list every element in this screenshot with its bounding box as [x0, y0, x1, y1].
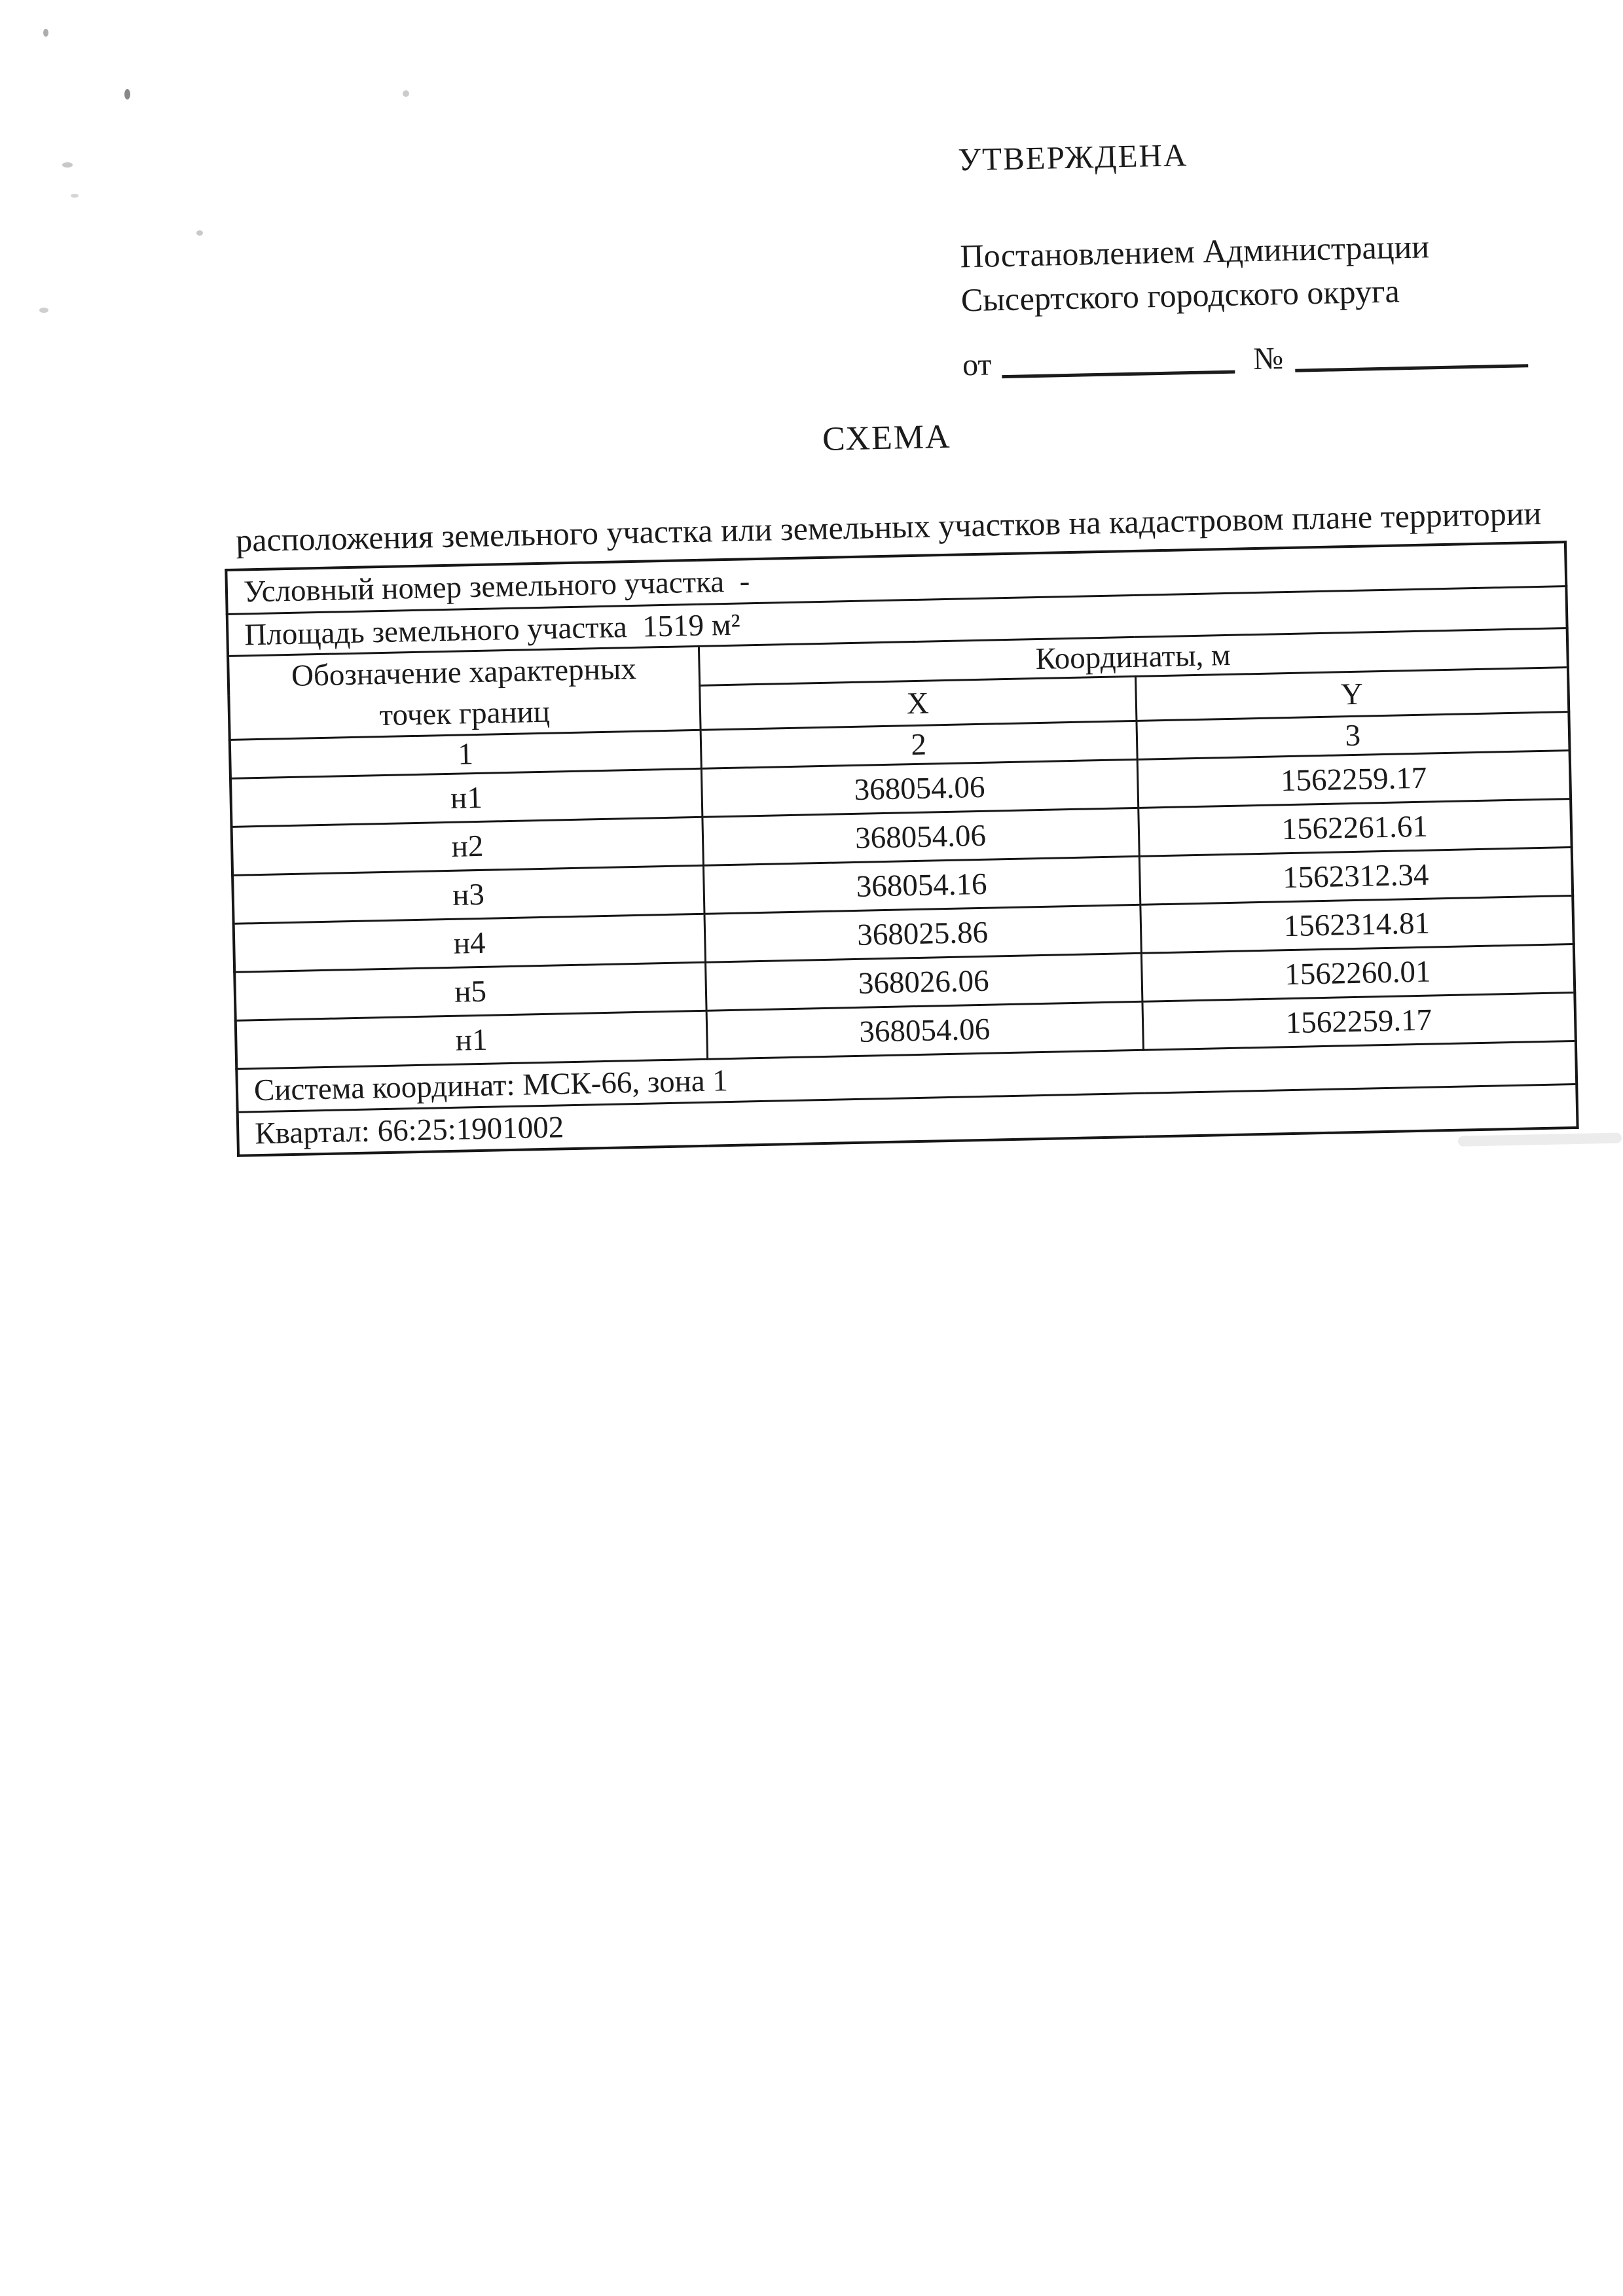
y-cell: 1562261.61 [1138, 799, 1571, 857]
schema-title: СХЕМА [822, 418, 952, 458]
schema-subtitle: расположения земельного участка или земельных участков на кадастровом плане территории [235, 494, 1542, 559]
designation-header-cell: Обозначение характерных точек границ [228, 646, 701, 740]
approval-title: УТВЕРЖДЕНА [957, 137, 1188, 178]
x-cell: 368026.06 [705, 953, 1142, 1011]
x-cell: 368054.06 [701, 759, 1138, 817]
point-cell: н4 [234, 914, 705, 972]
approval-date-number-line [962, 334, 1565, 383]
point-cell: н2 [232, 817, 703, 875]
y-header-cell: Y [1135, 668, 1569, 721]
coordinates-header-cell: Координаты, м [699, 628, 1568, 686]
x-header-cell: X [699, 676, 1136, 730]
column-number-cell: 3 [1136, 712, 1569, 760]
approval-resolution-line: Постановлением Администрации [959, 228, 1430, 275]
y-cell: 1562260.01 [1141, 944, 1575, 1001]
date-label: от [962, 347, 992, 383]
y-cell: 1562259.17 [1137, 751, 1571, 808]
point-cell: н3 [232, 865, 704, 924]
point-cell: н5 [234, 962, 706, 1020]
number-label: № [1252, 341, 1284, 377]
column-number-cell: 1 [230, 730, 701, 778]
coordinate-system-cell: Система координат: МСК-66, зона 1 [236, 1041, 1577, 1112]
number-blank-line [1295, 357, 1528, 372]
date-blank-line [1002, 364, 1235, 378]
y-cell: 1562259.17 [1142, 992, 1575, 1050]
column-number-cell: 2 [701, 721, 1137, 768]
point-cell: н1 [230, 768, 702, 827]
scan-smudge [1458, 1133, 1622, 1147]
approval-block [958, 128, 1565, 383]
area-cell: Площадь земельного участка 1519 м² [227, 586, 1567, 656]
y-cell: 1562314.81 [1140, 895, 1573, 953]
x-cell: 368054.16 [703, 856, 1140, 914]
y-cell: 1562312.34 [1139, 848, 1573, 905]
coordinates-table [225, 541, 1578, 1157]
point-cell: н1 [236, 1011, 707, 1069]
x-cell: 368025.86 [704, 905, 1140, 962]
x-cell: 368054.06 [706, 1001, 1143, 1059]
x-cell: 368054.06 [702, 808, 1139, 865]
approval-district-line: Сысертского городского округа [960, 272, 1400, 319]
conditional-number-cell: Условный номер земельного участка - [226, 542, 1566, 614]
quarter-cell: Квартал: 66:25:1901002 [238, 1084, 1578, 1155]
